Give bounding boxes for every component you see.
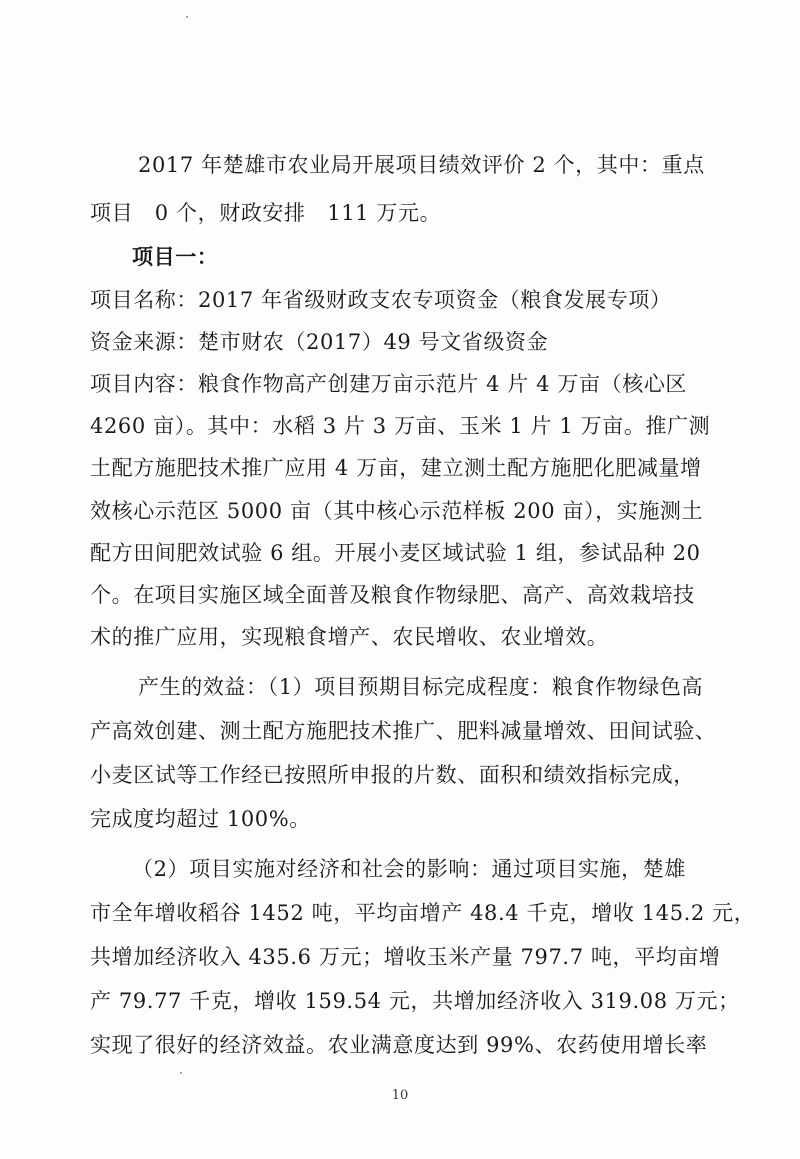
scan-speck bbox=[180, 1072, 182, 1074]
paragraph-line: 项目 0 个，财政安排 111 万元。 bbox=[90, 201, 442, 225]
paragraph-line: 产高效创建、测土配方施肥技术推广、肥料减量增效、田间试验、 bbox=[90, 719, 717, 743]
paragraph-line: 产生的效益：（1）项目预期目标完成程度：粮食作物绿色高 bbox=[138, 675, 704, 699]
paragraph-line: 2017 年楚雄市农业局开展项目绩效评价 2 个，其中：重点 bbox=[138, 153, 705, 177]
section-heading: 项目一： bbox=[132, 244, 219, 269]
page-number: 10 bbox=[391, 1088, 409, 1103]
paragraph-line: 完成度均超过 100%。 bbox=[90, 807, 311, 831]
paragraph-line: 4260 亩）。其中：水稻 3 片 3 万亩、玉米 1 片 1 万亩。推广测 bbox=[90, 414, 711, 438]
paragraph-line: 个。在项目实施区域全面普及粮食作物绿肥、高产、高效栽培技 bbox=[90, 583, 695, 607]
scan-speck bbox=[186, 16, 188, 18]
paragraph-line: 土配方施肥技术推广应用 4 万亩，建立测土配方施肥化肥减量增 bbox=[90, 456, 702, 480]
paragraph-line: （2）项目实施对经济和社会的影响：通过项目实施，楚雄 bbox=[132, 857, 686, 881]
paragraph-line: 实现了很好的经济效益。农业满意度达到 99%、农药使用增长率 bbox=[90, 1033, 708, 1057]
paragraph-line: 市全年增收稻谷 1452 吨，平均亩增产 48.4 千克，增收 145.2 元， bbox=[90, 901, 756, 925]
paragraph-line: 产 79.77 千克，增收 159.54 元，共增加经济收入 319.08 万元； bbox=[90, 989, 740, 1013]
project-name-line: 项目名称：2017 年省级财政支农专项资金（粮食发展专项） bbox=[90, 288, 672, 312]
paragraph-line: 术的推广应用，实现粮食增产、农民增收、农业增效。 bbox=[90, 625, 609, 649]
funding-source-line: 资金来源：楚市财农（2017）49 号文省级资金 bbox=[90, 330, 549, 354]
paragraph-line: 共增加经济收入 435.6 万元；增收玉米产量 797.7 吨，平均亩增 bbox=[90, 945, 721, 969]
paragraph-line: 项目内容：粮食作物高产创建万亩示范片 4 片 4 万亩（核心区 bbox=[90, 372, 688, 396]
paragraph-line: 效核心示范区 5000 亩（其中核心示范样板 200 亩），实施测土 bbox=[90, 499, 704, 523]
paragraph-line: 配方田间肥效试验 6 组。开展小麦区域试验 1 组，参试品种 20 bbox=[90, 541, 701, 565]
paragraph-line: 小麦区试等工作经已按照所申报的片数、面积和绩效指标完成， bbox=[90, 763, 695, 787]
